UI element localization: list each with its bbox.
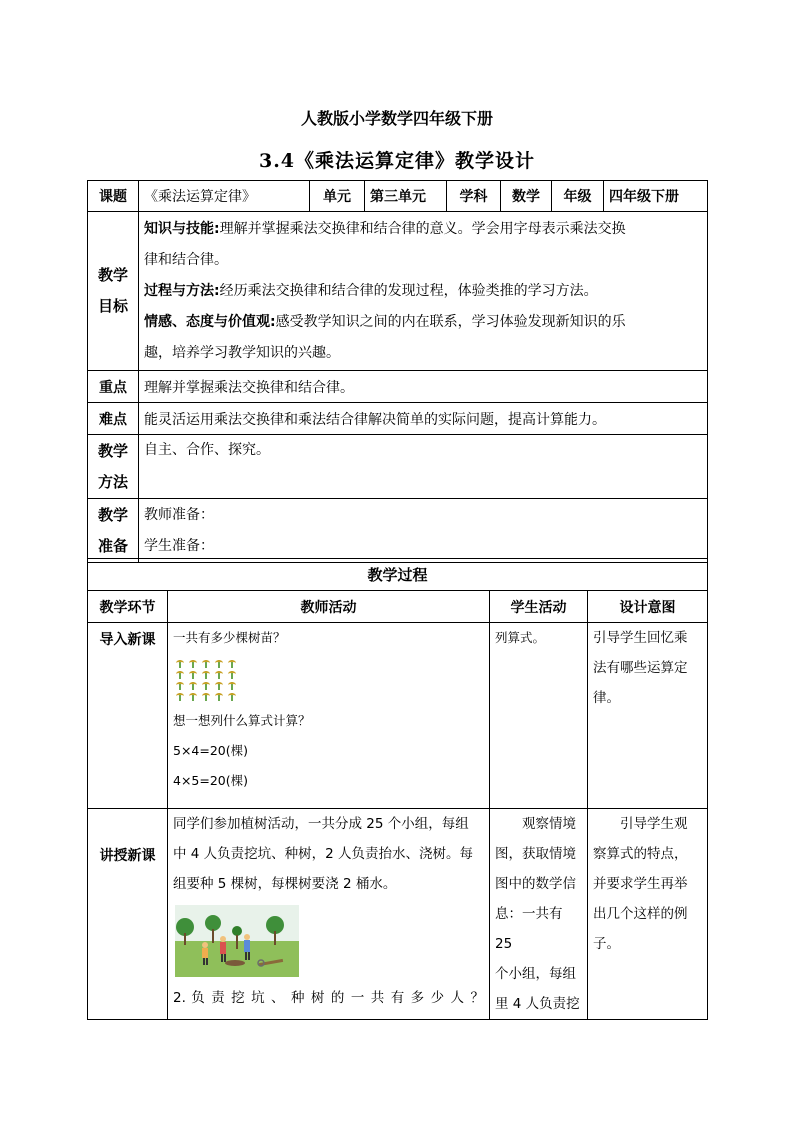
tree-planting-illustration xyxy=(175,905,299,977)
lesson-teacher-line: 同学们参加植树活动，一共分成 25 个小组，每组 xyxy=(173,816,469,832)
unit-value: 第三单元 xyxy=(365,181,447,212)
process-title: 过程与方法: xyxy=(144,282,220,299)
seedling-icon xyxy=(188,692,198,701)
knowledge-title: 知识与技能: xyxy=(144,220,220,237)
header-student: 学生活动 xyxy=(490,591,588,623)
lesson-intent-line: 引导学生观 xyxy=(620,816,688,832)
key-point-row xyxy=(88,371,708,403)
info-row-basic xyxy=(88,181,708,212)
seedling-icon xyxy=(214,659,224,668)
attitude-text-a: 感受教学知识之间的内在联系，学习体验发现新知识的乐 xyxy=(275,313,626,330)
seedling-icon xyxy=(188,681,198,690)
teacher-prep: 教师准备： xyxy=(144,506,214,523)
prep-row xyxy=(88,499,708,563)
seedling-icon xyxy=(214,670,224,679)
seedling-icon xyxy=(175,681,185,690)
lesson-student-line: 图，获取情境 xyxy=(495,846,576,862)
attitude-title: 情感、态度与价值观: xyxy=(144,313,276,330)
lesson-intent-line: 出几个这样的例 xyxy=(593,906,688,922)
intro-question-2: 想一想列什么算式计算？ xyxy=(173,713,311,728)
lesson-student xyxy=(490,809,588,1020)
lesson-student-line: 息：一共有 25 xyxy=(495,906,563,952)
seedling-icon xyxy=(214,681,224,690)
unit-label: 单元 xyxy=(310,181,365,212)
lesson-intent-line: 并要求学生再举 xyxy=(593,876,688,892)
subject-value: 数学 xyxy=(501,181,552,212)
intro-intent-line: 律。 xyxy=(593,690,620,706)
difficulty-label: 难点 xyxy=(88,403,139,435)
seedling-icon xyxy=(227,670,237,679)
equation-1: 5×4=20(棵) xyxy=(173,743,249,758)
document-title: 人教版小学数学四年级下册 xyxy=(300,109,493,128)
seedling-icon xyxy=(227,681,237,690)
intro-intent xyxy=(588,623,708,809)
method-row xyxy=(88,435,708,499)
lesson-teacher-line: 组要种 5 棵树，每棵树要浇 2 桶水。 xyxy=(173,876,397,892)
lesson-intent-line: 察算式的特点， xyxy=(593,846,688,862)
seedling-icon xyxy=(227,692,237,701)
key-point-text: 理解并掌握乘法交换律和结合律。 xyxy=(139,371,708,403)
process-header-row xyxy=(88,591,708,623)
subject-label: 学科 xyxy=(447,181,501,212)
intro-row xyxy=(88,623,708,809)
lesson-teacher xyxy=(168,809,490,1020)
process-table xyxy=(87,558,708,1020)
difficulty-row xyxy=(88,403,708,435)
lesson-student-line: 观察情境 xyxy=(522,816,576,832)
prep-label-line2: 准备 xyxy=(97,536,128,555)
equation-2: 4×5=20(棵) xyxy=(173,773,249,788)
difficulty-text: 能灵活运用乘法交换律和乘法结合律解决简单的实际问题，提高计算能力。 xyxy=(139,403,708,435)
info-table xyxy=(87,180,708,563)
seedling-icon xyxy=(175,659,185,668)
objectives-row xyxy=(88,212,708,371)
knowledge-text-b: 律和结合律。 xyxy=(144,251,228,268)
lesson-intent xyxy=(588,809,708,1020)
method-label-line2: 方法 xyxy=(97,472,128,491)
lesson-student-line: 个小组，每组 xyxy=(495,966,576,982)
seedling-icon xyxy=(175,670,185,679)
lesson-row xyxy=(88,809,708,1020)
header-intent: 设计意图 xyxy=(588,591,708,623)
objectives-label-line1: 教学 xyxy=(97,266,128,284)
objectives-label-line2: 目标 xyxy=(97,297,128,315)
prep-label xyxy=(88,499,139,563)
topic-label: 课题 xyxy=(88,181,139,212)
student-prep: 学生准备： xyxy=(144,537,214,554)
intro-stage: 导入新课 xyxy=(88,623,168,809)
intro-intent-line: 法有哪些运算定 xyxy=(593,660,688,676)
seedling-icon xyxy=(214,692,224,701)
lesson-student-line: 图中的数学信 xyxy=(495,876,576,892)
process-title: 教学过程 xyxy=(88,559,708,591)
seedling-icon xyxy=(201,670,211,679)
prep-content xyxy=(139,499,708,563)
grade-value: 四年级下册 xyxy=(604,181,708,212)
topic-value: 《乘法运算定律》 xyxy=(139,181,310,212)
knowledge-text-a: 理解并掌握乘法交换律和结合律的意义。学会用字母表示乘法交换 xyxy=(219,220,626,237)
attitude-text-b: 趣，培养学习教学知识的兴趣。 xyxy=(144,344,340,361)
seedling-icon xyxy=(188,670,198,679)
objectives-label xyxy=(88,212,139,371)
intro-student: 列算式。 xyxy=(490,623,588,809)
process-title-row xyxy=(88,559,708,591)
seedling-icon xyxy=(188,659,198,668)
header-teacher: 教师活动 xyxy=(168,591,490,623)
seedling-icon xyxy=(201,659,211,668)
seedling-icon xyxy=(201,681,211,690)
prep-label-line1: 教学 xyxy=(97,505,128,524)
header-stage: 教学环节 xyxy=(88,591,168,623)
grade-label: 年级 xyxy=(552,181,604,212)
method-label xyxy=(88,435,139,499)
intro-intent-line: 引导学生回忆乘 xyxy=(593,630,688,646)
document-subtitle: 3.4《乘法运算定律》教学设计 xyxy=(258,150,536,172)
seedling-icon xyxy=(175,692,185,701)
intro-question: 一共有多少棵树苗？ xyxy=(173,630,286,645)
method-text: 自主、合作、探究。 xyxy=(139,435,708,499)
method-label-line1: 教学 xyxy=(97,441,128,460)
lesson-intent-line: 子。 xyxy=(593,936,620,952)
lesson-teacher-line: 中 4 人负责挖坑、种树，2 人负责抬水、浇树。每 xyxy=(173,846,474,862)
seedling-icon xyxy=(201,692,211,701)
seedlings-image xyxy=(175,659,484,702)
key-point-label: 重点 xyxy=(88,371,139,403)
lesson-student-line: 里 4 人负责挖 xyxy=(495,996,580,1012)
process-text: 经历乘法交换律和结合律的发现过程，体验类推的学习方法。 xyxy=(219,282,598,299)
objectives-content xyxy=(139,212,708,371)
tree-planting-image xyxy=(175,905,299,977)
seedling-icon xyxy=(227,659,237,668)
lesson-question: 2. 负 责 挖 坑 、 种 树 的 一 共 有 多 少 人 ？ xyxy=(173,990,484,1006)
intro-teacher xyxy=(168,623,490,809)
lesson-stage: 讲授新课 xyxy=(88,809,168,1020)
